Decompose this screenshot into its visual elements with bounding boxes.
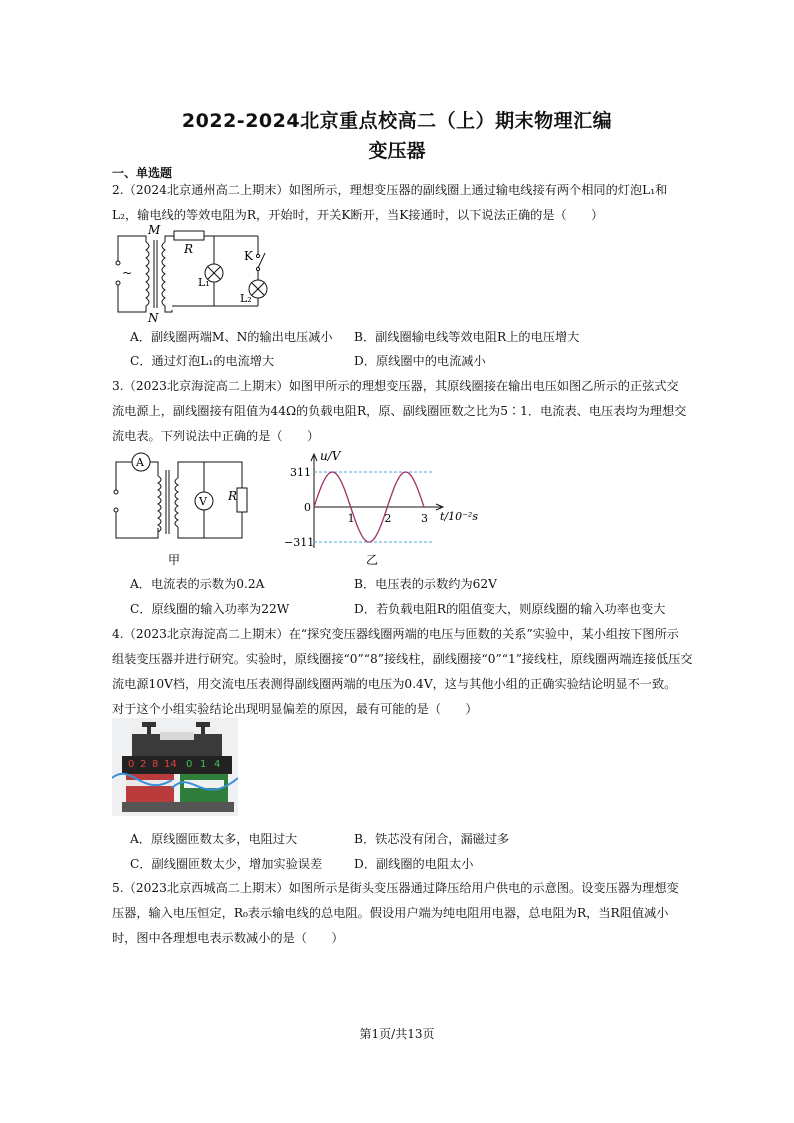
question-5-line-2: 压器，输入电压恒定，R₀表示输电线的总电阻。假设用户端为纯电阻用电器，总电阻为R，当R阻值减小 bbox=[112, 906, 669, 920]
q3-option-b: B．电压表的示数约为62V bbox=[354, 577, 497, 591]
question-2-circuit-figure bbox=[108, 224, 278, 324]
x-tick-label: 2 bbox=[384, 512, 392, 525]
question-3-circuit-figure-a bbox=[108, 448, 258, 573]
question-2 bbox=[112, 178, 694, 228]
terminal-label: 0 bbox=[186, 759, 193, 770]
label-L2: L₂ bbox=[240, 292, 252, 305]
x-tick-label: 1 bbox=[347, 512, 355, 525]
q2-option-d: D．原线圈中的电流减小 bbox=[354, 354, 486, 368]
question-4-line-2: 组装变压器并进行研究。实验时，原线圈接“0”“8”接线柱，副线圈接“0”“1”接线柱，原线圈两端连接低压交 bbox=[112, 652, 693, 666]
question-4-line-3: 流电源10V档，用交流电压表测得副线圈两端的电压为0.4V，这与其他小组的正确实验结论明显不一致。 bbox=[112, 677, 677, 691]
question-4-line-1: 4.（2023北京海淀高二上期末）在“探究变压器线圈两端的电压与匝数的关系”实验中，某小组按下图所示 bbox=[112, 627, 679, 641]
label-K: K bbox=[244, 249, 253, 263]
label-R: R bbox=[184, 242, 194, 256]
question-3 bbox=[112, 374, 694, 449]
ammeter-label: A bbox=[136, 456, 144, 469]
question-2-line-1: 2.（2024北京通州高二上期末）如图所示，理想变压器的副线圈上通过输电线接有两个相同的灯泡L₁和 bbox=[112, 183, 668, 197]
question-3-line-3: 流电表。下列说法中正确的是（ ） bbox=[112, 429, 320, 443]
x-tick-label: 3 bbox=[421, 512, 428, 525]
question-4 bbox=[112, 622, 694, 722]
label-M: M bbox=[148, 224, 161, 237]
terminal-label: 4 bbox=[214, 759, 221, 770]
question-3-line-1: 3.（2023北京海淀高二上期末）如图甲所示的理想变压器，其原线圈接在输出电压如图乙所示的正弦式交 bbox=[112, 379, 679, 393]
voltmeter-label: V bbox=[199, 495, 207, 508]
question-5 bbox=[112, 876, 694, 951]
label-N: N bbox=[148, 311, 159, 324]
q3-option-d: D．若负载电阻R的阻值变大，则原线圈的输入功率也变大 bbox=[354, 602, 666, 616]
figure-a-caption: 甲 bbox=[168, 553, 181, 567]
terminal-label: 1 bbox=[200, 759, 207, 770]
question-3-voltage-chart bbox=[276, 448, 496, 573]
y-axis-label: u/V bbox=[320, 449, 341, 463]
q3-option-a: A．电流表的示数为0.2A bbox=[130, 577, 265, 591]
terminal-label: 0 bbox=[128, 759, 135, 770]
q2-option-a: A．副线圈两端M、N的输出电压减小 bbox=[130, 330, 333, 344]
document-title: 2022-2024北京重点校高二（上）期末物理汇编 bbox=[181, 110, 613, 132]
terminal-label: 8 bbox=[152, 759, 159, 770]
question-4-line-4: 对于这个小组实验结论出现明显偏差的原因，最有可能的是（ ） bbox=[112, 702, 478, 716]
figure-b-caption: 乙 bbox=[366, 553, 379, 567]
question-5-line-3: 时，图中各理想电表示数减小的是（ ） bbox=[112, 931, 344, 945]
section-heading: 一、单选题 bbox=[112, 166, 173, 180]
terminal-label: 2 bbox=[140, 759, 147, 770]
y-tick-label: 311 bbox=[290, 466, 311, 479]
document-subtitle: 变压器 bbox=[368, 140, 426, 162]
q4-option-b: B．铁芯没有闭合，漏磁过多 bbox=[354, 832, 510, 846]
x-axis-label: t/10⁻²s bbox=[440, 510, 478, 523]
question-2-line-2: L₂，输电线的等效电阻为R，开始时，开关K断开，当K接通时，以下说法正确的是（ ） bbox=[112, 208, 604, 222]
q4-option-a: A．原线圈匝数太多，电阻过大 bbox=[130, 832, 298, 846]
transformer-experiment-photo bbox=[112, 718, 238, 816]
q4-option-c: C．副线圈匝数太少，增加实验误差 bbox=[130, 857, 323, 871]
question-3-line-2: 流电源上，副线圈接有阻值为44Ω的负载电阻R，原、副线圈匝数之比为5∶1．电流表、电压表均为理想交 bbox=[112, 404, 687, 418]
label-L1: L₁ bbox=[198, 276, 210, 289]
terminal-label: 14 bbox=[164, 759, 177, 770]
q4-option-d: D．副线圈的电阻太小 bbox=[354, 857, 474, 871]
page-footer: 第1页/共13页 bbox=[359, 1027, 435, 1041]
ac-source-symbol: ~ bbox=[122, 266, 133, 280]
q2-option-c: C．通过灯泡L₁的电流增大 bbox=[130, 354, 275, 368]
q3-option-c: C．原线圈的输入功率为22W bbox=[130, 602, 290, 616]
q2-option-b: B．副线圈输电线等效电阻R上的电压增大 bbox=[354, 330, 580, 344]
resistor-label: R bbox=[228, 489, 238, 503]
question-5-line-1: 5.（2023北京西城高二上期末）如图所示是街头变压器通过降压给用户供电的示意图。设变压器为理想变 bbox=[112, 881, 679, 895]
x-tick-label: 0 bbox=[304, 501, 311, 514]
y-tick-label: −311 bbox=[284, 536, 315, 549]
